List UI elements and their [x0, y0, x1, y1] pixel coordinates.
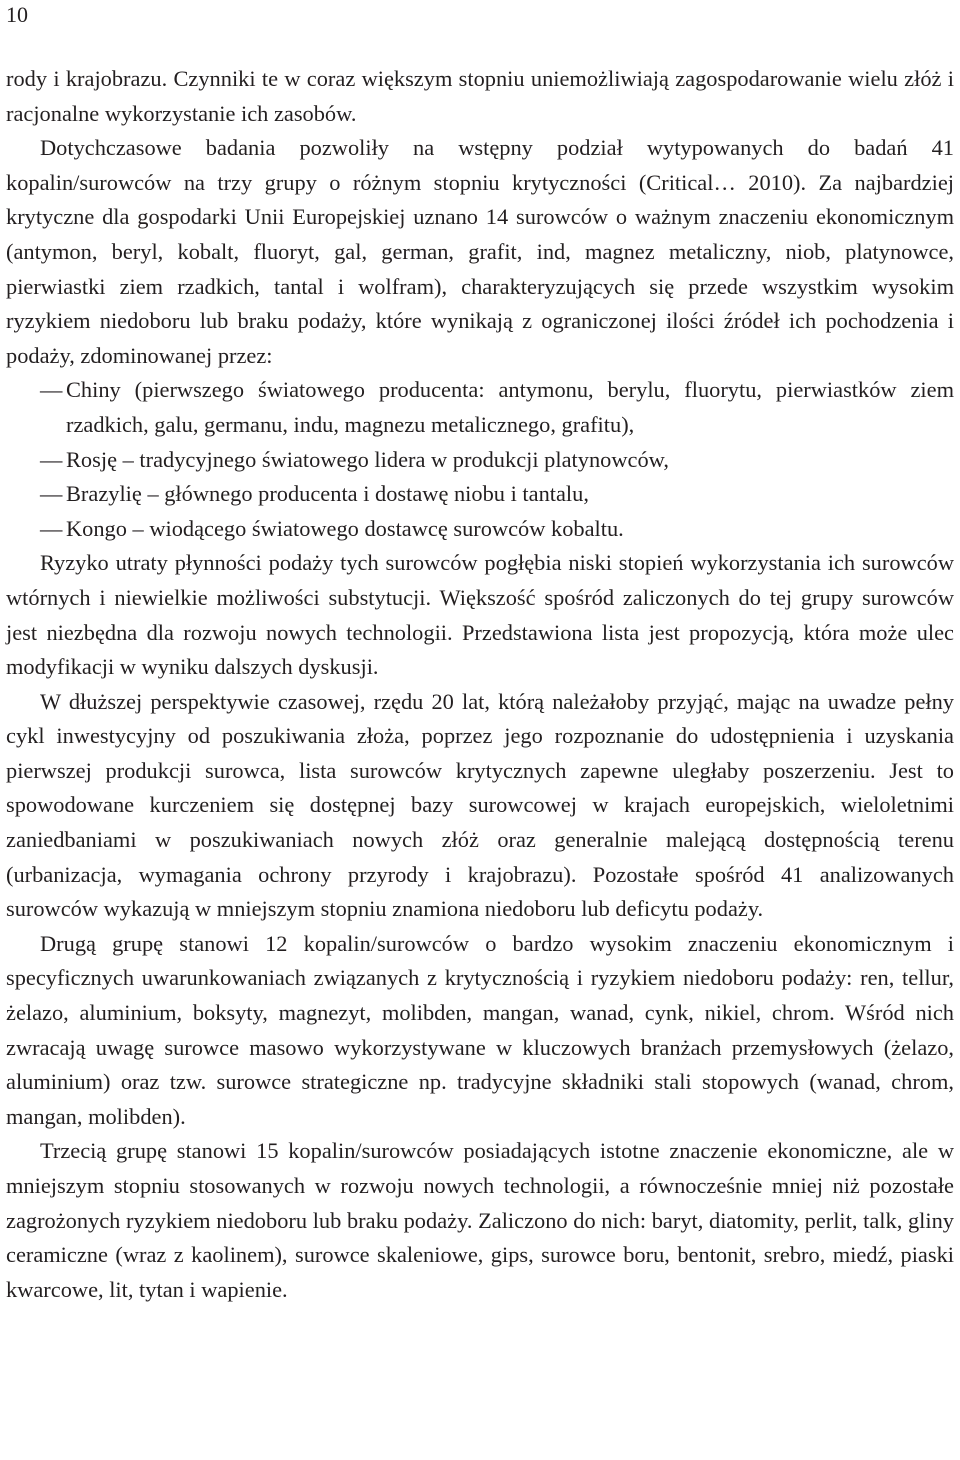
paragraph-second-group: Drugą grupę stanowi 12 kopalin/surowców o bardzo wysokim znaczeniu ekonomicznym i specyficznych uwarunkowaniach związanych z krytycznością i ryzykiem niedoboru podaży: ren, tellur, żelazo, aluminium, boksyty, magnezyt, molibden, mangan, wanad, cynk, nikiel, chrom. Wśród nich zwracają uwagę surowce masowo wykorzystywane w kluczowych branżach przemysłowych (żelazo, aluminium) oraz tzw. surowce strategiczne np. tradycyjne składniki stali stopowych (wanad, chrom, mangan, molibden). — [6, 930, 954, 1129]
list-item — [6, 477, 954, 512]
list-item-text: Rosję – tradycyjnego światowego lidera w produkcji platynowców, — [66, 446, 669, 472]
paragraph-third-group: Trzecią grupę stanowi 15 kopalin/surowców posiadających istotne znaczenie ekonomiczne, ale w mniejszym stopniu stosowanych w rozwoju nowych technologii, a równocześnie mniej niż pozostałe zagrożonych ryzykiem niedoboru lub braku podaży. Zaliczono do nich: baryt, diatomity, perlit, talk, gliny ceramiczne (wraz z kaolinem), surowce skaleniowe, gips, surowce boru, bentonit, srebro, miedź, piaski kwarcowe, lit, tytan i wapienie. — [6, 1138, 954, 1302]
document-body — [6, 62, 954, 1307]
list-item-text: Kongo – wiodącego światowego dostawcę surowców kobaltu. — [66, 515, 624, 541]
dash-bullet: — — [40, 446, 63, 472]
dash-bullet: — — [40, 481, 63, 507]
list-item — [6, 512, 954, 547]
list-item — [6, 443, 954, 478]
list-item-text: Chiny (pierwszego światowego producenta: antymonu, berylu, fluorytu, pierwiastków ziem rzadkich, galu, germanu, indu, magnezu metalicznego, grafitu), — [66, 377, 954, 437]
paragraph-intro: rody i krajobrazu. Czynniki te w coraz większym stopniu uniemożliwiają zagospodarowanie wielu złóż i racjonalne wykorzystanie ich zasobów. — [6, 66, 954, 126]
dash-bullet: — — [40, 377, 63, 403]
paragraph-long-term: W dłuższej perspektywie czasowej, rzędu 20 lat, którą należałoby przyjąć, mając na uwadze pełny cykl inwestycyjny od poszukiwania złoża, poprzez jego rozpoznanie do udostępnienia i uzyskania pierwszej produkcji surowca, lista surowców krytycznych zapewne uległaby poszerzeniu. Jest to spowodowane kurczeniem się dostępnej bazy surowcowej w krajach europejskich, wieloletnimi zaniedbaniami w poszukiwaniach nowych złóż oraz generalnie malejącą dostępnością terenu (urbanizacja, wymagania ochrony przyrody i krajobrazu). Pozostałe spośród 41 analizowanych surowców wykazują w mniejszym stopniu znamiona niedoboru lub deficytu podaży. — [6, 688, 954, 922]
dash-bullet: — — [40, 515, 63, 541]
list-item-text: Brazylię – głównego producenta i dostawę niobu i tantalu, — [66, 481, 589, 507]
dominant-suppliers-list — [6, 373, 954, 546]
list-item — [6, 373, 954, 442]
paragraph-critical-group: Dotychczasowe badania pozwoliły na wstępny podział wytypowanych do badań 41 kopalin/surowców na trzy grupy o różnym stopniu krytyczności (Critical… 2010). Za najbardziej krytyczne dla gospodarki Unii Europejskiej uznano 14 surowców o ważnym znaczeniu ekonomicznym (antymon, beryl, kobalt, fluoryt, gal, german, grafit, ind, magnez metaliczny, niob, platynowce, pierwiastki ziem rzadkich, tantal i wolfram), charakteryzujących się przede wszystkim wysokim ryzykiem niedoboru lub braku podaży, które wynikają z ograniczonej ilości źródeł ich pochodzenia i podaży, zdominowanej przez: — [6, 135, 954, 368]
page-number: 10 — [6, 2, 28, 27]
paragraph-supply-risk: Ryzyko utraty płynności podaży tych surowców pogłębia niski stopień wykorzystania ich surowców wtórnych i niewielkie możliwości substytucji. Większość spośród zaliczonych do tej grupy surowców jest niezbędna dla rozwoju nowych technologii. Przedstawiona lista jest propozycją, która może ulec modyfikacji w wyniku dalszych dyskusji. — [6, 550, 954, 680]
